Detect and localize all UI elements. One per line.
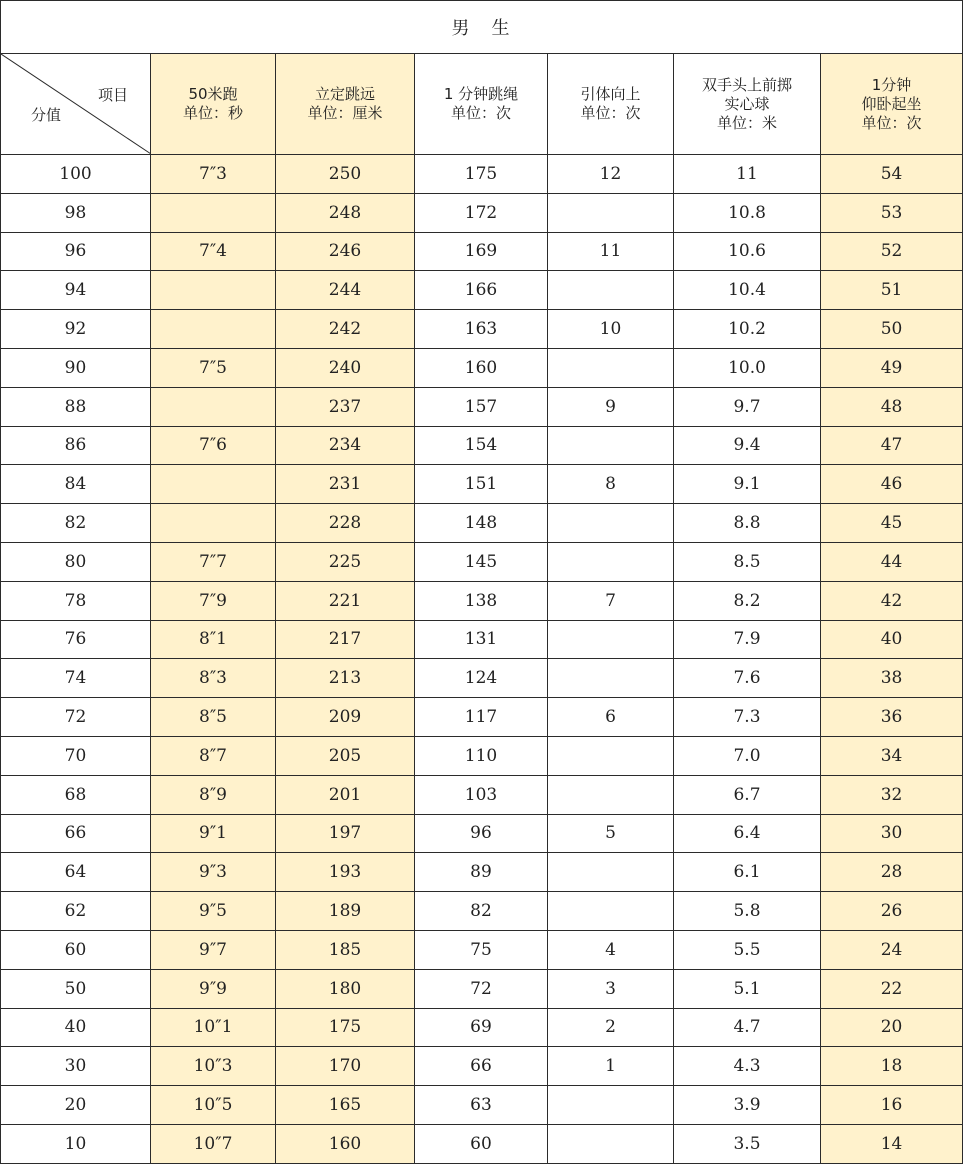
- header-50m-run: 50米跑 单位：秒: [151, 54, 276, 155]
- cell-run-50m: 8″9: [151, 775, 276, 814]
- cell-rope-skipping: 60: [415, 1124, 548, 1163]
- cell-pull-ups: 2: [548, 1008, 674, 1047]
- cell-rope-skipping: 145: [415, 542, 548, 581]
- cell-run-50m: 10″7: [151, 1124, 276, 1163]
- table-row: [1, 542, 963, 581]
- cell-long-jump: 225: [276, 542, 415, 581]
- cell-ball-throw: 5.5: [674, 930, 821, 969]
- cell-pull-ups: 1: [548, 1047, 674, 1086]
- cell-sit-ups: 51: [821, 271, 963, 310]
- cell-sit-ups: 30: [821, 814, 963, 853]
- cell-long-jump: 244: [276, 271, 415, 310]
- table-row: [1, 193, 963, 232]
- cell-rope-skipping: 124: [415, 659, 548, 698]
- cell-run-50m: 9″1: [151, 814, 276, 853]
- cell-long-jump: 209: [276, 698, 415, 737]
- table-row: [1, 1008, 963, 1047]
- cell-rope-skipping: 110: [415, 736, 548, 775]
- cell-long-jump: 234: [276, 426, 415, 465]
- cell-long-jump: 193: [276, 853, 415, 892]
- cell-run-50m: 7″7: [151, 542, 276, 581]
- cell-pull-ups: [548, 1124, 674, 1163]
- header-sit-ups: 1分钟 仰卧起坐 单位：次: [821, 54, 963, 155]
- cell-rope-skipping: 160: [415, 348, 548, 387]
- cell-run-50m: [151, 271, 276, 310]
- cell-pull-ups: 11: [548, 232, 674, 271]
- cell-ball-throw: 10.0: [674, 348, 821, 387]
- header-pull-ups: 引体向上 单位：次: [548, 54, 674, 155]
- cell-pull-ups: 3: [548, 969, 674, 1008]
- cell-pull-ups: [548, 775, 674, 814]
- cell-sit-ups: 50: [821, 310, 963, 349]
- cell-ball-throw: 7.0: [674, 736, 821, 775]
- cell-score: 40: [1, 1008, 151, 1047]
- cell-score: 98: [1, 193, 151, 232]
- cell-run-50m: 7″6: [151, 426, 276, 465]
- header-row: [1, 54, 963, 155]
- cell-ball-throw: 3.5: [674, 1124, 821, 1163]
- cell-run-50m: 10″5: [151, 1086, 276, 1125]
- cell-pull-ups: 8: [548, 465, 674, 504]
- cell-ball-throw: 7.6: [674, 659, 821, 698]
- cell-pull-ups: [548, 620, 674, 659]
- cell-run-50m: [151, 465, 276, 504]
- cell-sit-ups: 26: [821, 892, 963, 931]
- table-row: [1, 387, 963, 426]
- cell-long-jump: 217: [276, 620, 415, 659]
- table-row: [1, 1086, 963, 1125]
- cell-long-jump: 250: [276, 155, 415, 194]
- cell-ball-throw: 7.9: [674, 620, 821, 659]
- cell-rope-skipping: 72: [415, 969, 548, 1008]
- table-row: [1, 271, 963, 310]
- cell-score: 92: [1, 310, 151, 349]
- table-row: [1, 465, 963, 504]
- cell-ball-throw: 9.4: [674, 426, 821, 465]
- cell-sit-ups: 46: [821, 465, 963, 504]
- cell-rope-skipping: 75: [415, 930, 548, 969]
- cell-ball-throw: 6.4: [674, 814, 821, 853]
- cell-long-jump: 205: [276, 736, 415, 775]
- cell-long-jump: 185: [276, 930, 415, 969]
- cell-sit-ups: 44: [821, 542, 963, 581]
- cell-rope-skipping: 96: [415, 814, 548, 853]
- header-rope-skipping: 1 分钟跳绳 单位：次: [415, 54, 548, 155]
- table-row: [1, 892, 963, 931]
- cell-ball-throw: 6.1: [674, 853, 821, 892]
- cell-run-50m: 8″5: [151, 698, 276, 737]
- cell-pull-ups: 5: [548, 814, 674, 853]
- header-standing-long-jump: 立定跳远 单位：厘米: [276, 54, 415, 155]
- cell-score: 74: [1, 659, 151, 698]
- cell-ball-throw: 10.6: [674, 232, 821, 271]
- cell-rope-skipping: 151: [415, 465, 548, 504]
- cell-score: 30: [1, 1047, 151, 1086]
- cell-sit-ups: 38: [821, 659, 963, 698]
- cell-long-jump: 237: [276, 387, 415, 426]
- cell-rope-skipping: 138: [415, 581, 548, 620]
- cell-pull-ups: 10: [548, 310, 674, 349]
- cell-ball-throw: 6.7: [674, 775, 821, 814]
- cell-ball-throw: 10.2: [674, 310, 821, 349]
- cell-long-jump: 175: [276, 1008, 415, 1047]
- cell-pull-ups: 6: [548, 698, 674, 737]
- table-row: [1, 1124, 963, 1163]
- cell-run-50m: 7″9: [151, 581, 276, 620]
- cell-sit-ups: 18: [821, 1047, 963, 1086]
- cell-score: 76: [1, 620, 151, 659]
- cell-run-50m: 7″4: [151, 232, 276, 271]
- cell-long-jump: 221: [276, 581, 415, 620]
- table-row: [1, 659, 963, 698]
- cell-pull-ups: [548, 892, 674, 931]
- cell-run-50m: 10″1: [151, 1008, 276, 1047]
- cell-ball-throw: 5.8: [674, 892, 821, 931]
- cell-run-50m: 8″7: [151, 736, 276, 775]
- table-row: [1, 504, 963, 543]
- cell-pull-ups: 12: [548, 155, 674, 194]
- cell-run-50m: 9″5: [151, 892, 276, 931]
- cell-score: 62: [1, 892, 151, 931]
- cell-sit-ups: 47: [821, 426, 963, 465]
- cell-long-jump: 197: [276, 814, 415, 853]
- diagonal-line: [1, 54, 151, 154]
- cell-run-50m: [151, 504, 276, 543]
- cell-ball-throw: 8.2: [674, 581, 821, 620]
- cell-ball-throw: 7.3: [674, 698, 821, 737]
- cell-score: 90: [1, 348, 151, 387]
- cell-sit-ups: 53: [821, 193, 963, 232]
- cell-run-50m: 8″1: [151, 620, 276, 659]
- cell-pull-ups: 9: [548, 387, 674, 426]
- cell-run-50m: [151, 310, 276, 349]
- cell-pull-ups: [548, 736, 674, 775]
- cell-ball-throw: 10.8: [674, 193, 821, 232]
- cell-ball-throw: 3.9: [674, 1086, 821, 1125]
- cell-run-50m: [151, 387, 276, 426]
- cell-ball-throw: 4.7: [674, 1008, 821, 1047]
- table-row: [1, 853, 963, 892]
- cell-long-jump: 228: [276, 504, 415, 543]
- cell-sit-ups: 42: [821, 581, 963, 620]
- table-row: [1, 736, 963, 775]
- table-row: [1, 930, 963, 969]
- cell-run-50m: 10″3: [151, 1047, 276, 1086]
- cell-ball-throw: 5.1: [674, 969, 821, 1008]
- cell-sit-ups: 14: [821, 1124, 963, 1163]
- cell-score: 64: [1, 853, 151, 892]
- cell-sit-ups: 49: [821, 348, 963, 387]
- cell-pull-ups: [548, 271, 674, 310]
- cell-long-jump: 180: [276, 969, 415, 1008]
- cell-score: 100: [1, 155, 151, 194]
- cell-score: 78: [1, 581, 151, 620]
- cell-pull-ups: 4: [548, 930, 674, 969]
- cell-long-jump: 201: [276, 775, 415, 814]
- cell-ball-throw: 4.3: [674, 1047, 821, 1086]
- cell-sit-ups: 24: [821, 930, 963, 969]
- cell-rope-skipping: 117: [415, 698, 548, 737]
- cell-ball-throw: 9.1: [674, 465, 821, 504]
- cell-score: 70: [1, 736, 151, 775]
- cell-sit-ups: 54: [821, 155, 963, 194]
- diagonal-header-cell: [1, 54, 151, 155]
- cell-rope-skipping: 66: [415, 1047, 548, 1086]
- cell-sit-ups: 40: [821, 620, 963, 659]
- cell-sit-ups: 36: [821, 698, 963, 737]
- cell-score: 66: [1, 814, 151, 853]
- table-row: [1, 620, 963, 659]
- cell-score: 96: [1, 232, 151, 271]
- cell-score: 50: [1, 969, 151, 1008]
- table-row: [1, 232, 963, 271]
- cell-ball-throw: 8.5: [674, 542, 821, 581]
- cell-long-jump: 240: [276, 348, 415, 387]
- cell-sit-ups: 20: [821, 1008, 963, 1047]
- table-row: [1, 814, 963, 853]
- table-row: [1, 969, 963, 1008]
- cell-ball-throw: 9.7: [674, 387, 821, 426]
- cell-score: 88: [1, 387, 151, 426]
- cell-long-jump: 160: [276, 1124, 415, 1163]
- cell-rope-skipping: 163: [415, 310, 548, 349]
- cell-sit-ups: 32: [821, 775, 963, 814]
- cell-long-jump: 213: [276, 659, 415, 698]
- table-row: [1, 155, 963, 194]
- cell-run-50m: 7″5: [151, 348, 276, 387]
- header-item-label: 项目: [97, 86, 128, 104]
- cell-rope-skipping: 175: [415, 155, 548, 194]
- cell-pull-ups: [548, 853, 674, 892]
- cell-rope-skipping: 169: [415, 232, 548, 271]
- cell-sit-ups: 28: [821, 853, 963, 892]
- cell-long-jump: 231: [276, 465, 415, 504]
- header-score-label: 分值: [31, 106, 62, 124]
- cell-long-jump: 246: [276, 232, 415, 271]
- cell-score: 82: [1, 504, 151, 543]
- cell-rope-skipping: 69: [415, 1008, 548, 1047]
- table-row: [1, 1047, 963, 1086]
- cell-rope-skipping: 131: [415, 620, 548, 659]
- cell-sit-ups: 48: [821, 387, 963, 426]
- cell-score: 20: [1, 1086, 151, 1125]
- cell-pull-ups: [548, 504, 674, 543]
- cell-long-jump: 189: [276, 892, 415, 931]
- header-medicine-ball-throw: 双手头上前掷 实心球 单位：米: [674, 54, 821, 155]
- table-row: [1, 775, 963, 814]
- cell-rope-skipping: 166: [415, 271, 548, 310]
- cell-score: 60: [1, 930, 151, 969]
- table-body: [1, 155, 963, 1164]
- cell-score: 72: [1, 698, 151, 737]
- cell-pull-ups: [548, 542, 674, 581]
- cell-rope-skipping: 172: [415, 193, 548, 232]
- cell-score: 80: [1, 542, 151, 581]
- cell-pull-ups: [548, 426, 674, 465]
- cell-sit-ups: 22: [821, 969, 963, 1008]
- cell-pull-ups: [548, 1086, 674, 1125]
- cell-run-50m: 7″3: [151, 155, 276, 194]
- cell-pull-ups: [548, 348, 674, 387]
- cell-rope-skipping: 82: [415, 892, 548, 931]
- table-row: [1, 348, 963, 387]
- cell-pull-ups: 7: [548, 581, 674, 620]
- table-row: [1, 581, 963, 620]
- cell-pull-ups: [548, 193, 674, 232]
- cell-score: 68: [1, 775, 151, 814]
- cell-long-jump: 248: [276, 193, 415, 232]
- cell-rope-skipping: 154: [415, 426, 548, 465]
- cell-score: 86: [1, 426, 151, 465]
- cell-sit-ups: 52: [821, 232, 963, 271]
- cell-ball-throw: 11: [674, 155, 821, 194]
- cell-sit-ups: 34: [821, 736, 963, 775]
- cell-sit-ups: 45: [821, 504, 963, 543]
- cell-rope-skipping: 157: [415, 387, 548, 426]
- table-title: 男 生: [1, 1, 963, 54]
- cell-rope-skipping: 148: [415, 504, 548, 543]
- cell-rope-skipping: 63: [415, 1086, 548, 1125]
- cell-score: 84: [1, 465, 151, 504]
- cell-long-jump: 170: [276, 1047, 415, 1086]
- cell-long-jump: 165: [276, 1086, 415, 1125]
- table-row: [1, 698, 963, 737]
- cell-ball-throw: 10.4: [674, 271, 821, 310]
- table-row: [1, 310, 963, 349]
- cell-rope-skipping: 103: [415, 775, 548, 814]
- cell-long-jump: 242: [276, 310, 415, 349]
- cell-pull-ups: [548, 659, 674, 698]
- cell-score: 94: [1, 271, 151, 310]
- cell-ball-throw: 8.8: [674, 504, 821, 543]
- cell-score: 10: [1, 1124, 151, 1163]
- cell-rope-skipping: 89: [415, 853, 548, 892]
- cell-run-50m: 8″3: [151, 659, 276, 698]
- cell-run-50m: 9″9: [151, 969, 276, 1008]
- table-row: [1, 426, 963, 465]
- cell-run-50m: [151, 193, 276, 232]
- cell-run-50m: 9″3: [151, 853, 276, 892]
- cell-sit-ups: 16: [821, 1086, 963, 1125]
- cell-run-50m: 9″7: [151, 930, 276, 969]
